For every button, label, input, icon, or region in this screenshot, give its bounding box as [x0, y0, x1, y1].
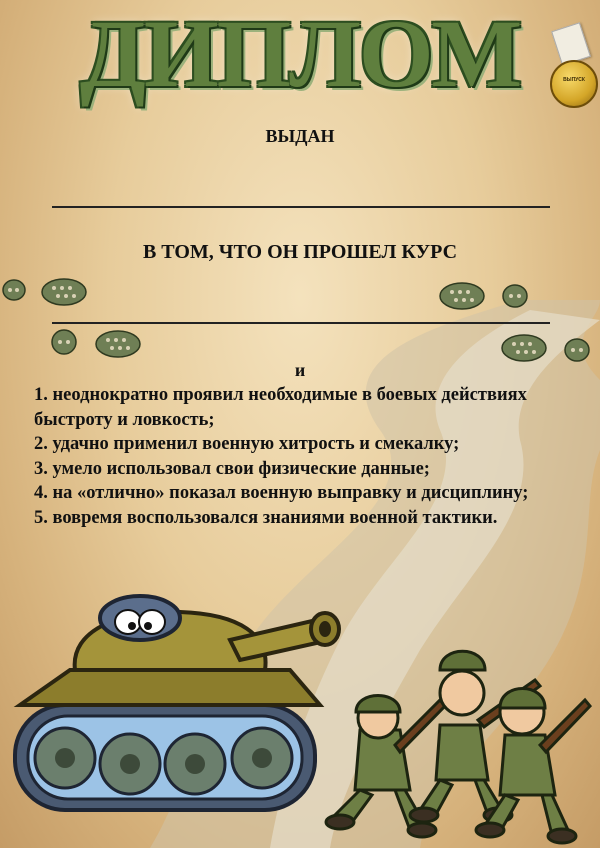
achievement-item: 3. умело использовал свои физические данные;	[34, 458, 430, 479]
and-label: и	[294, 360, 306, 380]
course-label: В ТОМ, ЧТО ОН ПРОШЕЛ КУРС	[142, 241, 458, 263]
achievement-item: 2. удачно применил военную хитрость и смекалку;	[34, 434, 460, 454]
achievement-item: 1. неоднократно проявил необходимые в боевых действиях быстроту и ловкость;	[34, 385, 527, 430]
seal-text: ВЫПУСК	[563, 77, 585, 83]
achievement-item: 5. вовремя воспользовался знаниями военной тактики.	[34, 507, 498, 528]
diploma-title: ДИПЛОМ	[79, 0, 521, 107]
achievement-item: 4. на «отлично» показал военную выправку и дисциплину;	[34, 483, 529, 503]
issued-label: ВЫДАН	[265, 126, 335, 146]
